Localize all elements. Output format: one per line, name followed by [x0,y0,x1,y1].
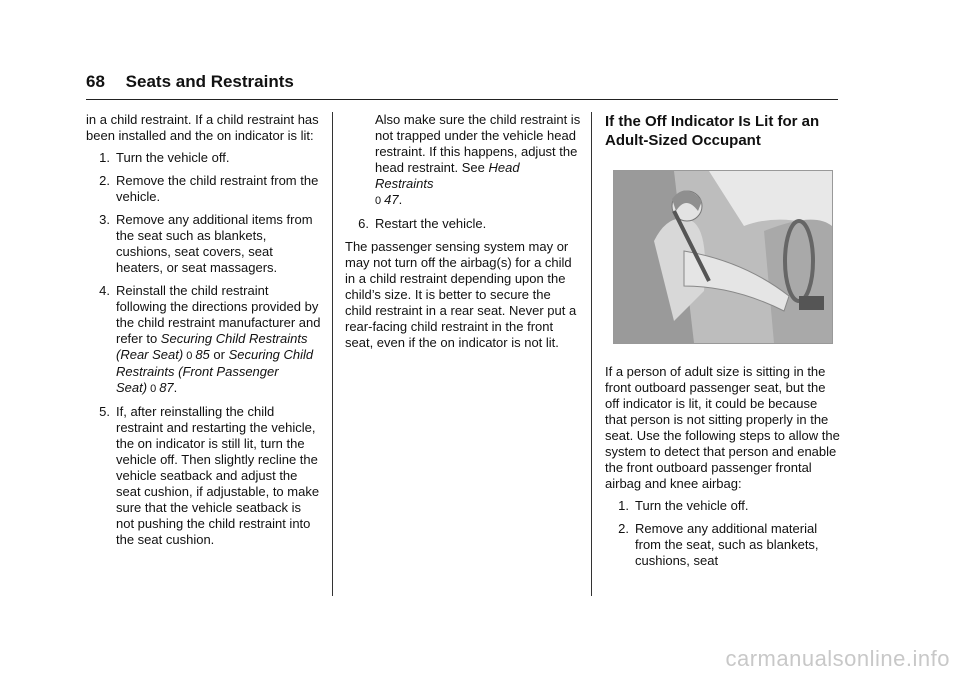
list-item: 2. Remove the child restraint from the vehicle. [99,173,319,204]
list-item-continued: Also make sure the child restraint is not trapped under the vehicle head restraint. If this happens, adjust the head restraint. See Head Restraints 0 47. [375,112,581,207]
section-heading: If the Off Indicator Is Lit for an Adult-Sized Occupant [605,113,820,149]
adult-occupant-illustration [613,170,833,344]
list-item: 5. If, after reinstalling the child restraint and restarting the vehicle, the on indicator is still lit, turn the vehicle off. Then slightly recline the vehicle seatback and adjust the seat cushion, if adjustable, to make sure that the vehicle seatback is not pushing the child restraint into the seat cushion. [99,404,320,547]
ref-page[interactable]: 47 [384,192,399,207]
paragraph: The passenger sensing system may or may not turn off the airbag(s) for a child in a child restraint depending upon the child’s size. It is better to secure the child restraint in a rear seat. Never put a rear-facing child restraint in the front seat, even if the on indicator is not lit. [345,239,577,350]
page-ref-icon: 0 [375,195,382,207]
list-item: 1. Turn the vehicle off. [99,150,230,165]
column-divider [591,112,592,596]
list-item: 3. Remove any additional items from the seat such as blankets, cushions, seat covers, seat heaters, or seat massagers. [99,212,313,275]
list-item: 2. Remove any additional material from the seat, such as blankets, cushions, seat [618,521,819,568]
ref-page[interactable]: 85 [195,347,210,362]
column-2 [345,112,581,357]
column-3 [605,112,841,576]
page-header [86,72,294,92]
header-rule [86,99,838,100]
section-title: Seats and Restraints [125,72,294,91]
list-item: 6. Restart the vehicle. [358,216,487,231]
page-ref-icon: 0 [186,350,193,362]
ref-link-rear-seat[interactable]: Securing Child Restraints (Rear Seat) [116,331,308,362]
ref-page[interactable]: 87 [159,380,174,395]
page-ref-icon: 0 [150,383,157,395]
page-number: 68 [86,72,105,91]
list-item: 4. Reinstall the child restraint following the directions provided by the child restraint manufacturer and refer to Securing Child Restraints (Rear Seat) 0 85 or Securing Child Restraints (Front Passenger Seat) 0 87. [99,283,321,395]
column-divider [332,112,333,596]
paragraph: If a person of adult size is sitting in the front outboard passenger seat, but the off indicator is lit, it could be because that person is not sitting properly in the seat. Use the following steps to allow the system to detect that person and enable the front outboard passenger frontal airbag and knee airbag: [605,364,840,491]
list-item: 1. Turn the vehicle off. [618,498,749,513]
watermark: carmanualsonline.info [725,646,950,671]
column-1 [86,112,322,555]
ref-link-head-restraints[interactable]: Head Restraints [375,160,520,191]
intro-paragraph: in a child restraint. If a child restraint has been installed and the on indicator is lit: [86,112,319,143]
ref-link-front-seat[interactable]: Securing Child Restraints (Front Passenger Seat) [116,347,314,395]
